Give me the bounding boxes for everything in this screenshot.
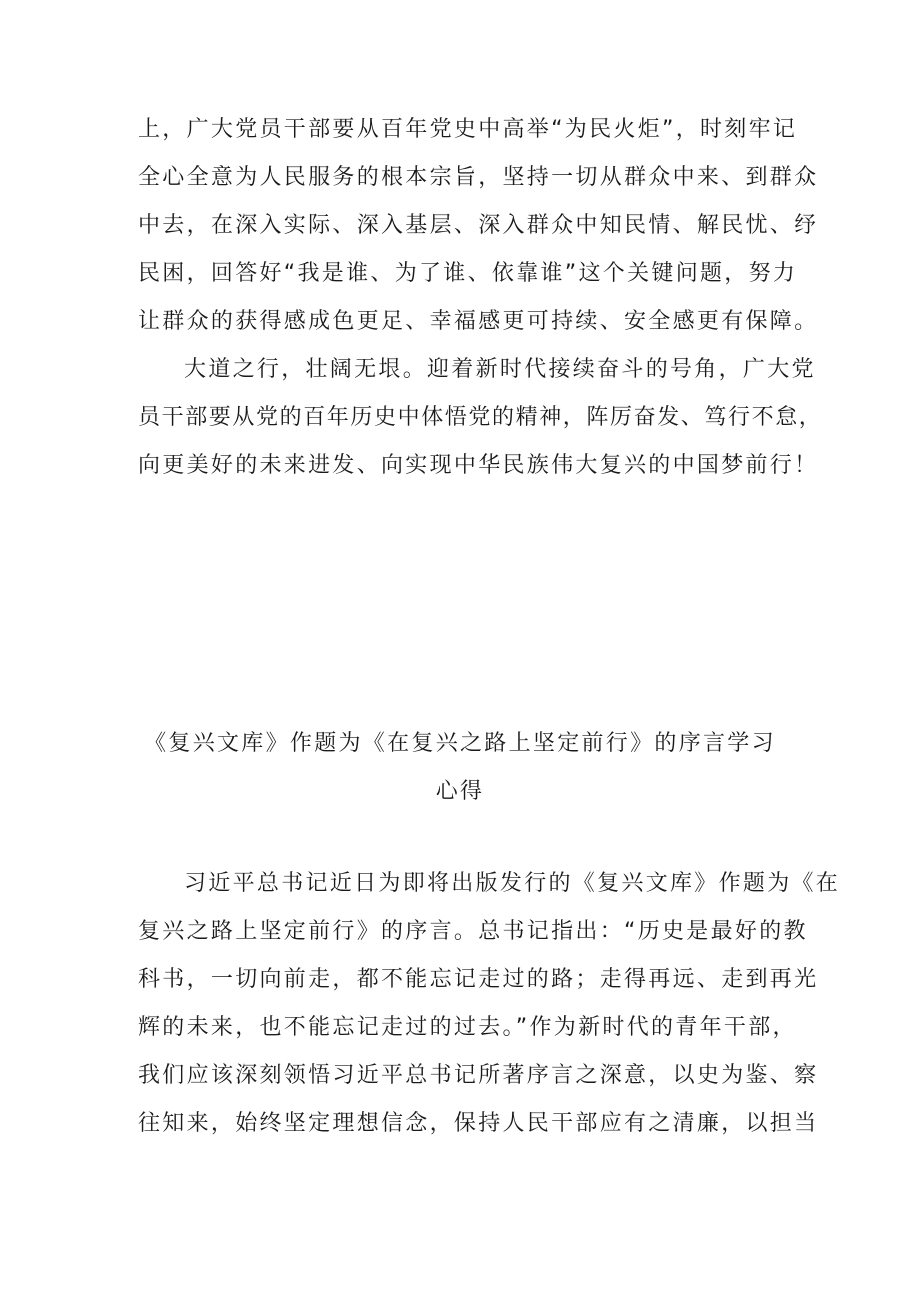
paragraph-line: 习近平总书记近日为即将出版发行的《复兴文库》作题为《在	[184, 871, 841, 896]
article-title-line-1: 《复兴文库》作题为《在复兴之路上坚定前行》的序言学习	[144, 731, 776, 756]
paragraph-line: 辉的未来，也不能忘记走过的过去。”作为新时代的青年干部，	[138, 1015, 797, 1040]
article-body	[138, 860, 841, 1148]
previous-article-tail	[138, 106, 823, 490]
paragraph-line: 上，广大党员干部要从百年党史中高举“为民火炬”，时刻牢记	[138, 117, 798, 142]
paragraph-line: 大道之行，壮阔无垠。迎着新时代接续奋斗的号角，广大党	[184, 357, 816, 382]
paragraph-line: 我们应该深刻领悟习近平总书记所著序言之深意，以史为鉴、察	[138, 1063, 819, 1088]
paragraph-line: 全心全意为人民服务的根本宗旨，坚持一切从群众中来、到群众	[138, 165, 819, 190]
paragraph-line: 让群众的获得感成色更足、幸福感更可持续、安全感更有保障。	[138, 309, 819, 334]
paragraph-line: 向更美好的未来进发、向实现中华民族伟大复兴的中国梦前行！	[138, 453, 819, 478]
paragraph-line: 复兴之路上坚定前行》的序言。总书记指出：“历史是最好的教	[138, 919, 808, 944]
paragraph-line: 科书，一切向前走，都不能忘记走过的路；走得再远、走到再光	[138, 967, 819, 992]
paragraph-line: 员干部要从党的百年历史中体悟党的精神，阵厉奋发、笃行不怠，	[138, 405, 823, 430]
article-title-line-2: 心得	[435, 779, 485, 804]
paragraph-line: 中去，在深入实际、深入基层、深入群众中知民情、解民忧、纾	[138, 213, 819, 238]
paragraph-line: 往知来，始终坚定理想信念，保持人民干部应有之清廉，以担当	[138, 1111, 819, 1136]
paragraph-line: 民困，回答好“我是谁、为了谁、依靠谁”这个关键问题，努力	[138, 261, 798, 286]
